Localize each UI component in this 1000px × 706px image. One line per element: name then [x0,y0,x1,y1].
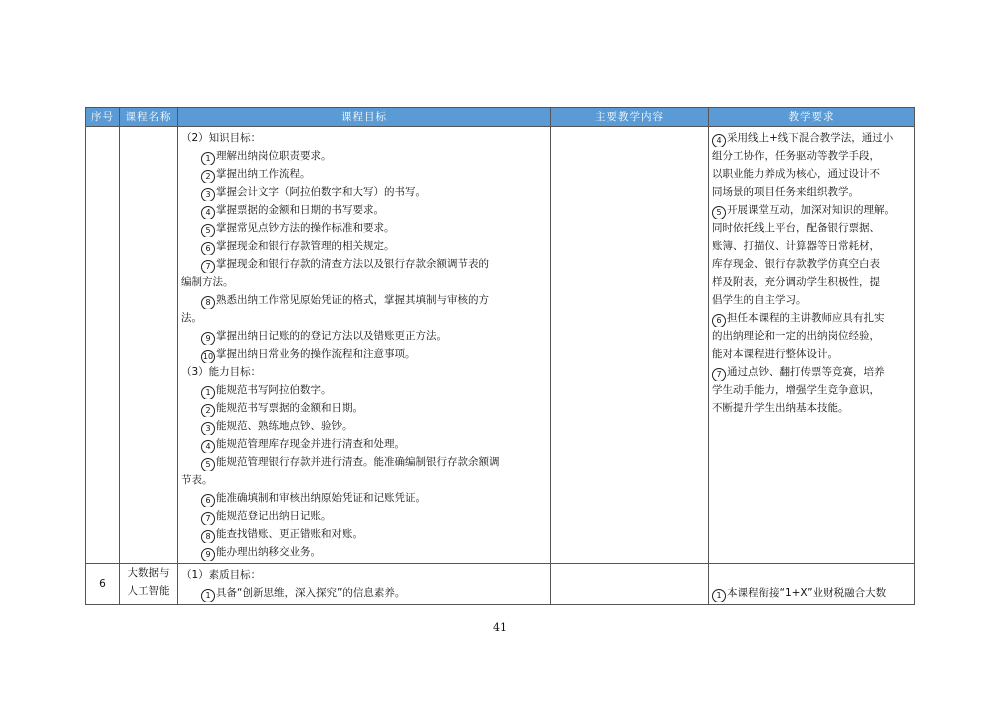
requirement-line [712,237,911,255]
course-name-line: 人工智能 [127,585,170,597]
goal-item [181,417,547,435]
goal-item [181,525,547,543]
item-text: 理解出纳岗位职责要求。 [216,150,332,162]
main-content-cell [551,564,709,605]
goal-item [181,507,547,525]
goal-item [181,219,547,237]
goal-item [181,435,547,453]
circled-number-icon: 7 [201,512,215,525]
goal-item [181,453,547,471]
header-course-goal: 课程目标 [178,108,551,127]
item-text: 同时依托线上平台，配备银行票据、 [712,222,880,234]
goal-item [181,543,547,561]
item-text: 具备“创新思维，深入探究”的信息素养。 [216,587,406,599]
item-text: 掌握出纳日常业务的操作流程和注意事项。 [216,348,416,360]
circled-number-icon: 4 [201,206,215,219]
item-text: 账簿、打描仪、计算器等日常耗材， [712,240,880,252]
goal-item [181,165,547,183]
circled-number-icon: 4 [201,440,215,453]
item-text: 不断提升学生出纳基本技能。 [712,402,849,414]
teaching-requirement-item [709,582,914,604]
teaching-requirements-list [709,127,914,419]
goal-item-continuation: 节表。 [181,474,213,486]
circled-number-icon: 3 [201,422,215,435]
goal-item [181,381,547,399]
circled-number-icon: 8 [201,296,215,309]
item-text: 组分工协作，任务驱动等教学手段， [712,150,880,162]
item-text: 掌握常见点钞方法的操作标准和要求。 [216,222,395,234]
item-text: 能规范、熟练地点钞、验钞。 [216,420,353,432]
circled-number-icon: 6 [201,494,215,507]
item-text: 学生动手能力，增强学生竞争意识， [712,384,880,396]
item-text: 掌握票据的金额和日期的书写要求。 [216,204,384,216]
requirement-line [712,219,911,237]
main-content-cell [551,127,709,564]
item-text: 掌握出纳日记账的的登记方法以及错账更正方法。 [216,330,447,342]
requirement-line [712,165,911,183]
circled-number-icon: 8 [201,530,215,543]
item-text: 能办理出纳移交业务。 [216,546,321,558]
goal-item [181,489,547,507]
header-main-content: 主要教学内容 [551,108,709,127]
requirement-line [712,327,911,345]
goal-item [181,147,547,165]
goal-item [181,255,547,273]
circled-number-icon: 1 [201,386,215,399]
item-text: 库存现金、银行存款教学仿真空白表 [712,258,880,270]
goal-item [181,399,547,417]
course-goal-content [178,127,550,563]
goal-item-continuation: 法。 [181,312,202,324]
item-text: 能查找错账、更正错账和对账。 [216,528,363,540]
item-text: 掌握会计文字（阿拉伯数字和大写）的书写。 [216,186,426,198]
curriculum-table [85,107,915,605]
goal-item [181,291,547,309]
item-text: 同场景的项目任务来组织教学。 [712,186,859,198]
item-text: 熟悉出纳工作常见原始凭证的格式，掌握其填制与审核的方 [216,294,489,306]
header-index: 序号 [86,108,120,127]
item-text: 掌握出纳工作流程。 [216,168,311,180]
goal-item [181,201,547,219]
row-index-cell [86,127,120,564]
requirement-line [712,381,911,399]
requirement-line [712,201,911,219]
quality-goal-title: （1）素质目标： [181,569,262,581]
page-number: 41 [493,621,507,634]
circled-number-icon: 6 [712,314,726,327]
goal-item [181,183,547,201]
item-text: 掌握现金和银行存款的清查方法以及银行存款余额调节表的 [216,258,489,270]
circled-number-icon: 2 [201,170,215,183]
teaching-requirements-cell [709,127,915,564]
circled-number-icon: 5 [712,206,726,219]
goal-item [181,237,547,255]
item-text: 掌握现金和银行存款管理的相关规定。 [216,240,395,252]
course-name-cell [120,564,178,605]
circled-number-icon: 4 [712,134,726,147]
table-header-row [86,108,915,127]
goal-item-continuation: 编制方法。 [181,276,234,288]
requirement-line [712,309,911,327]
circled-number-icon: 1 [712,589,726,602]
quality-goal [178,564,550,604]
knowledge-goal-list [181,147,547,363]
header-teaching-requirements: 教学要求 [709,108,915,127]
requirement-line [712,363,911,381]
circled-number-icon: 10 [201,350,215,363]
item-text: 采用线上+线下混合教学法，通过小 [727,132,894,144]
item-text: 以职业能力养成为核心，通过设计不 [712,168,880,180]
requirement-line [712,399,911,417]
item-text: 倡学生的自主学习。 [712,294,807,306]
row-index: 6 [86,564,120,605]
circled-number-icon: 5 [201,224,215,237]
table-row [86,127,915,564]
item-text: 能规范登记出纳日记账。 [216,510,332,522]
goal-item [181,327,547,345]
item-text: 通过点钞、翻打传票等竞赛，培养 [727,366,885,378]
item-text: 本课程衔接“1+X”业财税融合大数 [727,587,887,599]
item-text: 能对本课程进行整体设计。 [712,348,838,360]
circled-number-icon: 3 [201,188,215,201]
requirement-line [712,183,911,201]
item-text: 能规范管理库存现金并进行清查和处理。 [216,438,405,450]
header-course-name: 课程名称 [120,108,178,127]
goal-item [181,345,547,363]
course-name [120,564,177,600]
requirement-line [712,291,911,309]
requirement-line [712,273,911,291]
circled-number-icon: 2 [201,404,215,417]
course-goal-cell [178,564,551,605]
item-text: 开展课堂互动，加深对知识的理解。 [727,204,895,216]
item-text: 样及附表，充分调动学生积极性，提 [712,276,880,288]
item-text: 能规范管理银行存款并进行清查。能准确编制银行存款余额调 [216,456,500,468]
row-course-name-cell [120,127,178,564]
table-row [86,564,915,605]
item-text: 的出纳理论和一定的出纳岗位经验， [712,330,880,342]
knowledge-goal-title: （2）知识目标： [181,132,262,144]
quality-goal-item [181,584,547,602]
ability-goal-title: （3）能力目标： [181,366,262,378]
circled-number-icon: 6 [201,242,215,255]
teaching-requirements-cell [709,564,915,605]
ability-goal-list [181,381,547,561]
circled-number-icon: 9 [201,332,215,345]
item-text: 能规范书写阿拉伯数字。 [216,384,332,396]
item-text: 能准确填制和审核出纳原始凭证和记账凭证。 [216,492,426,504]
course-name-line: 大数据与 [127,567,170,579]
course-goal-cell [178,127,551,564]
requirement-line [712,255,911,273]
requirement-line [712,147,911,165]
circled-number-icon: 5 [201,458,215,471]
circled-number-icon: 7 [201,260,215,273]
requirement-line [712,129,911,147]
circled-number-icon: 1 [201,589,215,602]
requirement-line [712,345,911,363]
item-text: 担任本课程的主讲教师应具有扎实 [727,312,885,324]
item-text: 能规范书写票据的金额和日期。 [216,402,363,414]
circled-number-icon: 1 [201,152,215,165]
circled-number-icon: 9 [201,548,215,561]
circled-number-icon: 7 [712,368,726,381]
